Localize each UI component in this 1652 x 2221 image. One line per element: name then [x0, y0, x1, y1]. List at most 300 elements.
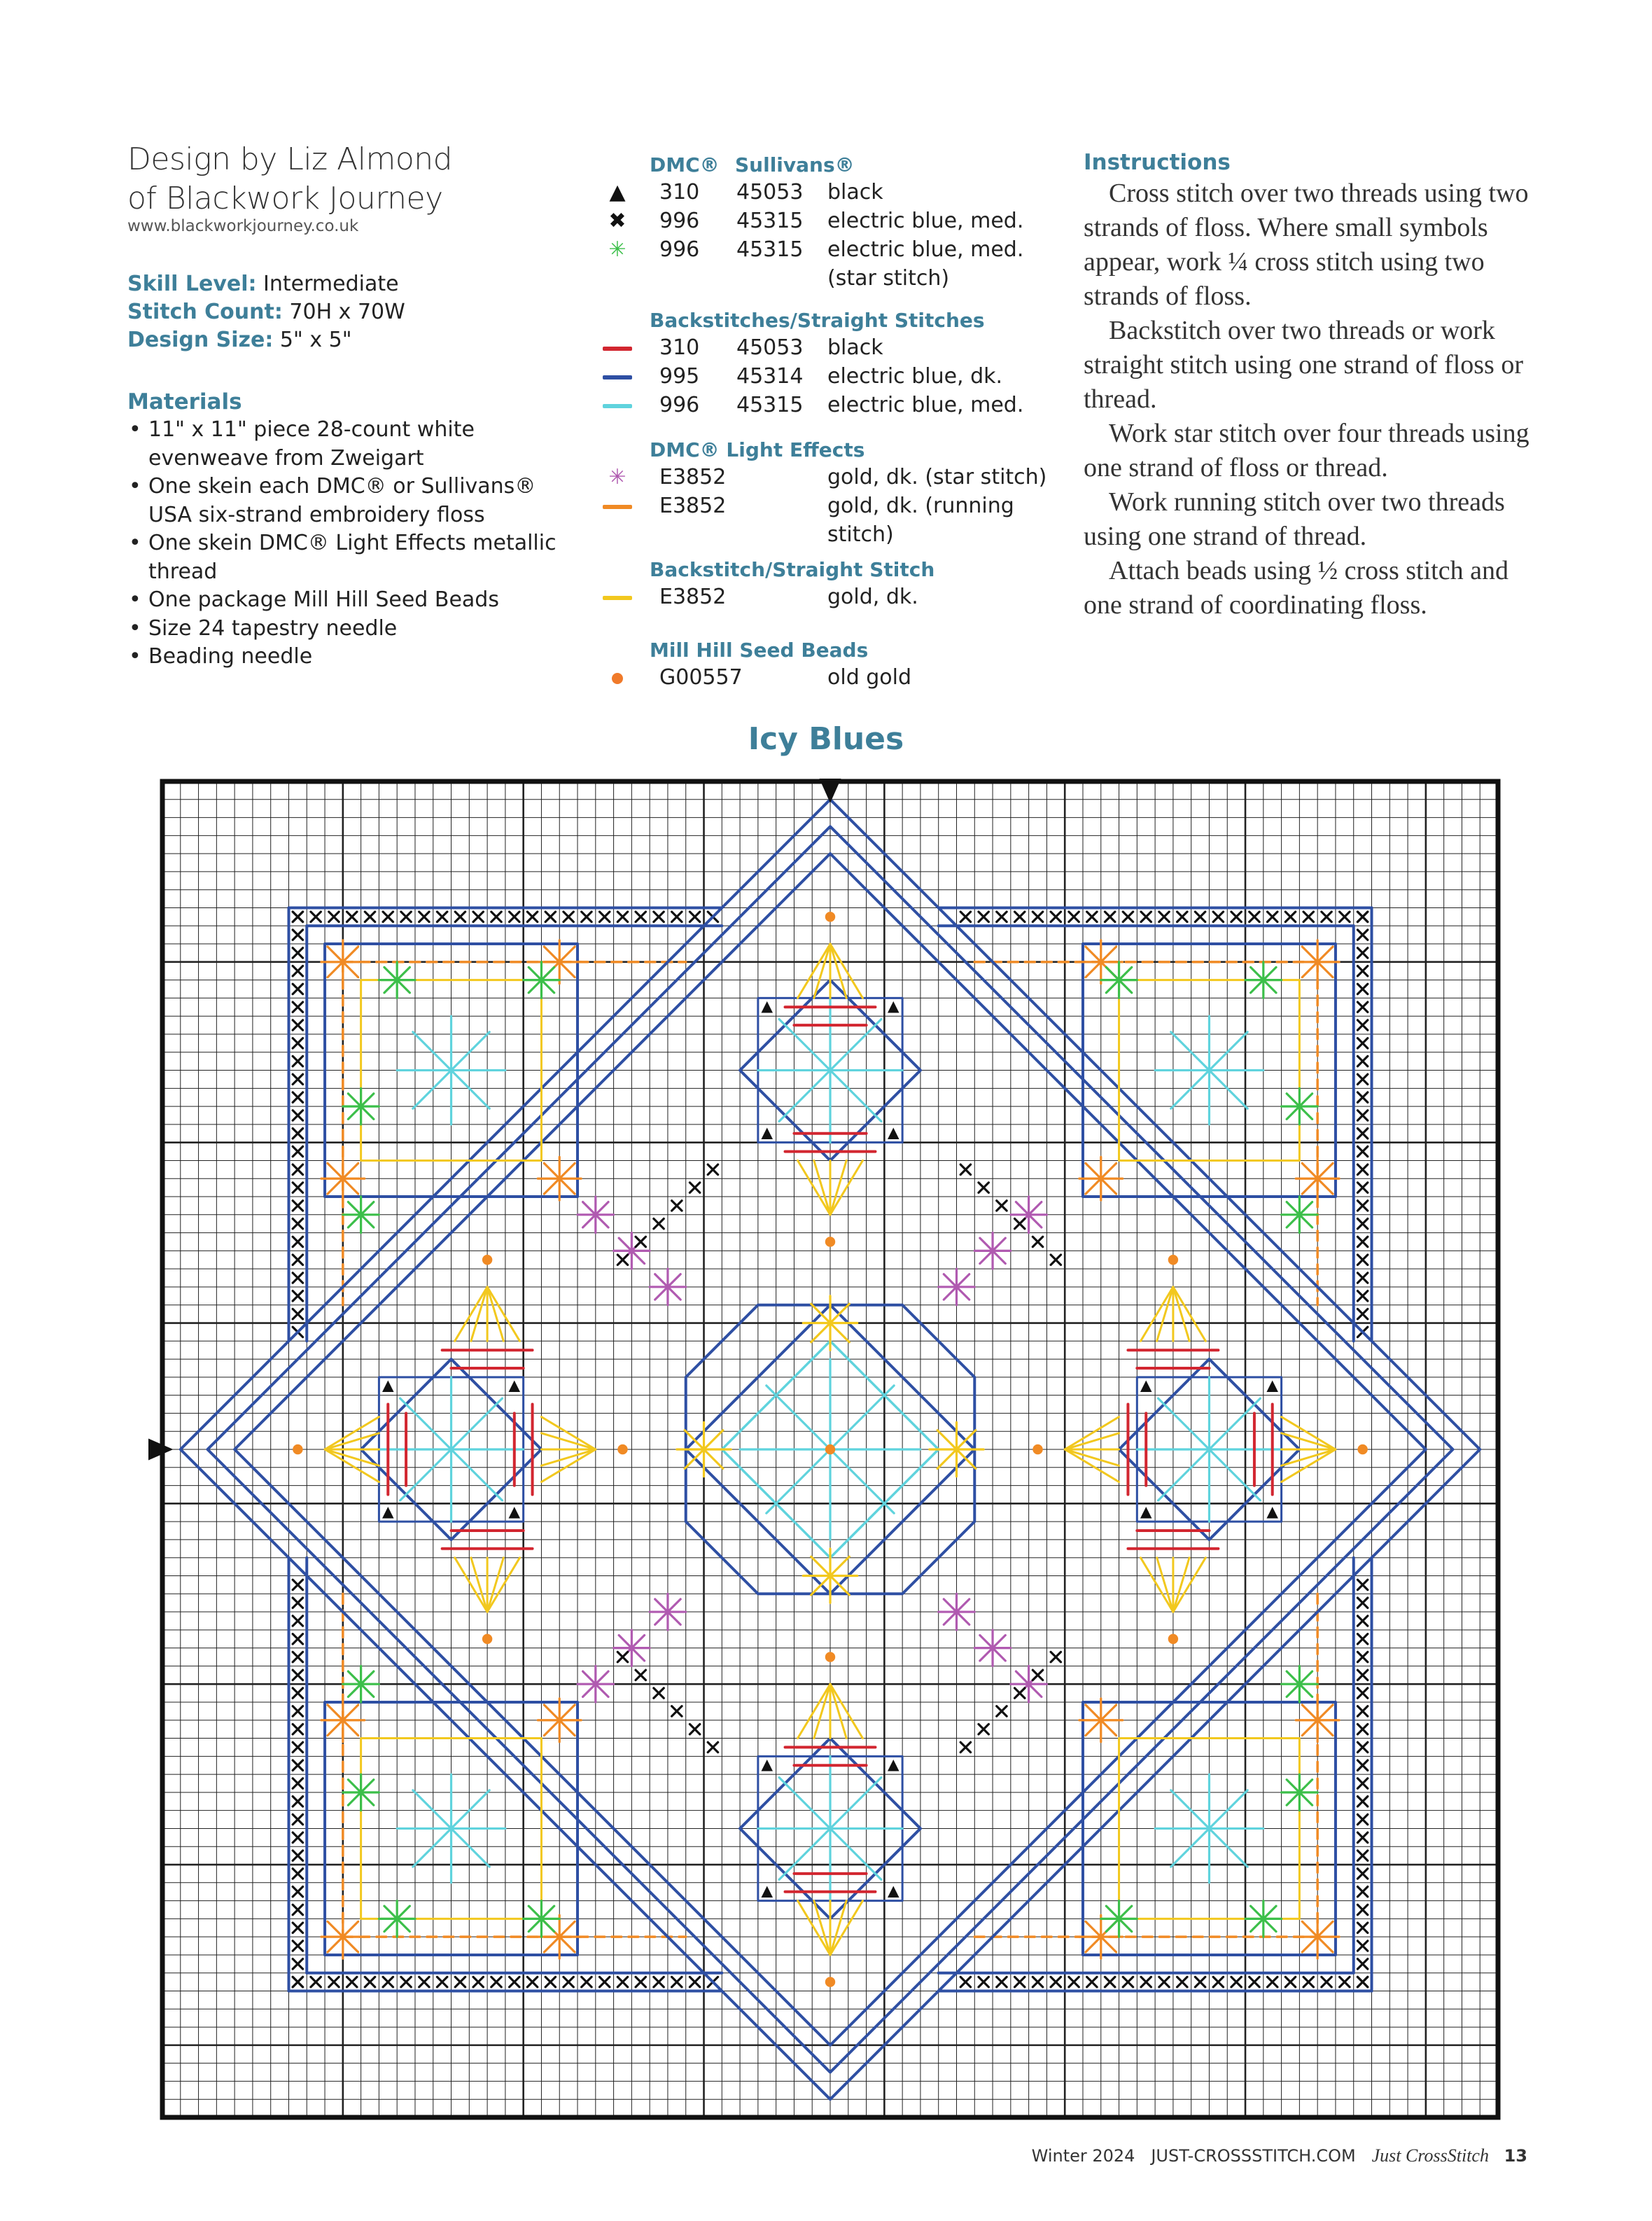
cross-stitch [1250, 912, 1259, 921]
cross-stitch [1357, 1851, 1367, 1860]
cross-stitch [329, 912, 339, 921]
cross-stitch [672, 1977, 682, 1986]
cross-stitch [1250, 1977, 1259, 1986]
color-name: gold, dk. [827, 585, 918, 609]
cross-stitch [437, 912, 447, 921]
fan-stitch [798, 1684, 830, 1738]
cross-stitch [1357, 1959, 1367, 1969]
fan-stitch [487, 1558, 519, 1612]
color-name: black [827, 180, 883, 204]
sullivans-code: 45314 [736, 364, 804, 389]
cross-stitch [997, 1201, 1007, 1211]
cross-stitch [1357, 1905, 1367, 1914]
cross-stitch [1357, 1616, 1367, 1626]
beads-header: Mill Hill Seed Beads [650, 639, 869, 662]
cross-stitch [1357, 1056, 1367, 1066]
cross-stitch [473, 912, 483, 921]
cross-stitch [293, 1164, 302, 1174]
cross-stitch [383, 1977, 393, 1986]
cross-stitch [1051, 912, 1060, 921]
cross-stitch [293, 1110, 302, 1120]
cross-stitch [599, 1977, 609, 1986]
cross-stitch [293, 984, 302, 994]
cross-stitch [617, 1652, 627, 1662]
sullivans-code: 45053 [736, 180, 804, 204]
materials-list [127, 416, 575, 671]
key-row [602, 492, 1064, 549]
instruction-paragraph: Attach beads using ½ cross stitch and one strand of coordinating floss. [1084, 556, 1508, 620]
cross-stitch [582, 1977, 592, 1986]
fan-stitch [455, 1287, 487, 1341]
cross-stitch [1357, 1201, 1367, 1211]
color-name: electric blue, med. [827, 393, 1024, 417]
cross-stitch [293, 1742, 302, 1752]
cross-stitch [1032, 1237, 1042, 1246]
fan-stitch [325, 1449, 379, 1482]
fan-stitch [455, 1558, 487, 1612]
blue-line-icon [602, 362, 633, 391]
bead [482, 1255, 492, 1265]
cross-stitch [617, 912, 627, 921]
cross-stitch [979, 1977, 988, 1986]
cross-stitch [1357, 1309, 1367, 1318]
cross-stitch [1357, 1183, 1367, 1192]
triangle-stitch [762, 1886, 774, 1898]
color-key [602, 153, 1064, 692]
triangle-stitch [1266, 1507, 1278, 1519]
cross-stitch [690, 1183, 699, 1192]
key-row [602, 178, 1064, 207]
key-row [602, 207, 1064, 235]
instruction-paragraph: Work star stitch over four threads using one strand of floss or thread. [1084, 419, 1530, 482]
fan-stitch [471, 1287, 487, 1341]
key-row [602, 391, 1064, 419]
cross-stitch [293, 1923, 302, 1933]
page-footer [1032, 2145, 1527, 2166]
cross-stitch [527, 1977, 537, 1986]
cross-stitch [979, 912, 988, 921]
bead [1168, 1255, 1178, 1265]
cross-stitch [617, 1255, 627, 1265]
color-name [827, 235, 1058, 293]
color-name-line2: stitch) [827, 522, 894, 547]
cross-stitch [1357, 1886, 1367, 1896]
designer-name: Design by Liz Almond [127, 141, 453, 177]
cross-stitch [293, 1146, 302, 1156]
cross-stitch [1357, 1110, 1367, 1120]
cross-stitch [636, 912, 645, 921]
cross-stitch [690, 912, 699, 921]
cross-stitch [1303, 1977, 1313, 1986]
color-name: electric blue, med. [827, 209, 1024, 233]
cross-stitch [1357, 1129, 1367, 1139]
red-line-icon [602, 333, 633, 362]
fan-stitch [814, 1160, 830, 1214]
fan-stitch [325, 1417, 379, 1449]
cross-stitch [1195, 912, 1205, 921]
bead [1032, 1444, 1042, 1454]
cross-stitch [1285, 1977, 1295, 1986]
cross-stitch [672, 912, 682, 921]
cross-stitch [1141, 1977, 1151, 1986]
triangle-stitch [888, 1760, 899, 1771]
fan-stitch [487, 1287, 503, 1341]
cross-stitch [1357, 1218, 1367, 1228]
cross-stitch [455, 912, 465, 921]
fan-stitch [1173, 1558, 1189, 1612]
cross-stitch [654, 912, 664, 921]
cross-stitch [1015, 1688, 1025, 1698]
cross-stitch [545, 912, 555, 921]
cross-stitch [1357, 1742, 1367, 1752]
triangle-stitch [382, 1507, 394, 1519]
stitch-count-value: 70H x 70W [289, 300, 405, 324]
cross-stitch [1069, 1977, 1079, 1986]
cross-stitch [1231, 1977, 1241, 1986]
cross-stitch [672, 1201, 682, 1211]
key-row [602, 235, 1064, 293]
design-size-label: Design Size: [127, 328, 274, 352]
cross-stitch [293, 1056, 302, 1066]
fan-stitch [1065, 1417, 1119, 1449]
cross-stitch [617, 1977, 627, 1986]
magazine-name: Just CrossStitch [1371, 2145, 1489, 2166]
cross-stitch [636, 1237, 645, 1246]
cross-stitch [293, 1291, 302, 1301]
cross-stitch [1357, 1706, 1367, 1716]
cross-stitch [960, 1977, 970, 1986]
cross-stitch [293, 1273, 302, 1283]
materials-heading: Materials [127, 389, 242, 415]
cross-stitch [1032, 1670, 1042, 1680]
fan-stitch [830, 944, 862, 998]
cross-stitch [1357, 1797, 1367, 1806]
cross-stitch [1357, 1670, 1367, 1680]
cross-stitch [293, 912, 302, 921]
triangle-stitch [382, 1381, 394, 1393]
cross-stitch [1357, 948, 1367, 958]
triangle-stitch [762, 1128, 774, 1140]
cross-stitch [1322, 1977, 1331, 1986]
bead [825, 912, 835, 921]
cross-stitch [293, 1020, 302, 1030]
cross-stitch [1357, 1255, 1367, 1265]
dmc-code: 996 [659, 209, 700, 233]
light-effects-header: DMC® Light Effects [650, 438, 865, 461]
fan-stitch [798, 1160, 830, 1214]
cross-stitch [1357, 1146, 1367, 1156]
cross-stitch [1087, 912, 1097, 921]
cyan-line-icon [602, 391, 633, 419]
triangle-stitch [1140, 1507, 1152, 1519]
stitch-chart [148, 777, 1512, 2133]
cross-stitch [383, 912, 393, 921]
cross-stitch [293, 1941, 302, 1951]
bead [1168, 1634, 1178, 1644]
cross-stitch [293, 1886, 302, 1896]
dmc-code: 995 [659, 364, 700, 389]
cross-stitch [1357, 1237, 1367, 1246]
cross-stitch [1357, 1652, 1367, 1662]
cross-stitch [293, 1670, 302, 1680]
cross-stitch [293, 1255, 302, 1265]
cross-stitch [1032, 1977, 1042, 1986]
cross-stitch [293, 1634, 302, 1644]
cross-stitch [1357, 1869, 1367, 1879]
key-row [602, 583, 1064, 611]
cross-stitch [1357, 1002, 1367, 1012]
cross-stitch [311, 1977, 321, 1986]
list-item: • One skein DMC® Light Effects metallic thread [127, 529, 575, 586]
sullivans-column-header: Sullivans® [735, 153, 855, 176]
cross-stitch [1051, 1652, 1060, 1662]
bead [482, 1634, 492, 1644]
fan-stitch [1140, 1287, 1172, 1341]
cross-stitch [960, 1742, 970, 1752]
cross-stitch [419, 1977, 429, 1986]
key-row [602, 333, 1064, 362]
cross-stitch [1357, 1038, 1367, 1048]
cross-stitch [293, 1851, 302, 1860]
cross-stitch [979, 1724, 988, 1734]
sullivans-code: 45315 [736, 393, 804, 417]
cross-stitch [293, 1201, 302, 1211]
triangle-stitch [762, 1760, 774, 1771]
cross-stitch [997, 912, 1007, 921]
cross-stitch [1357, 1634, 1367, 1644]
fan-stitch [541, 1449, 595, 1482]
cross-stitch [1357, 1814, 1367, 1824]
site-link[interactable]: JUST-CROSSSTITCH.COM [1151, 2146, 1356, 2166]
cross-stitch [293, 1832, 302, 1842]
bead [825, 1977, 835, 1986]
page-number: 13 [1504, 2146, 1527, 2166]
designer-url[interactable]: www.blackworkjourney.co.uk [127, 217, 359, 235]
cross-stitch [293, 948, 302, 958]
fan-stitch [1173, 1287, 1205, 1341]
key-row [602, 663, 1064, 692]
cross-stitch [636, 1670, 645, 1680]
cross-stitch [1303, 912, 1313, 921]
cross-stitch [293, 1688, 302, 1698]
cross-stitch [1357, 984, 1367, 994]
spacer [602, 419, 1064, 438]
chart-title: Icy Blues [748, 721, 904, 757]
cross-stitch [1267, 1977, 1277, 1986]
color-name: black [827, 335, 883, 360]
cross-stitch [419, 912, 429, 921]
cross-stitch [347, 912, 357, 921]
thread-code: E3852 [659, 494, 727, 518]
cross-stitch [1357, 912, 1367, 921]
cross-stitch [1357, 1291, 1367, 1301]
cross-stitch [997, 1977, 1007, 1986]
cross-stitch [1357, 1778, 1367, 1788]
sullivans-code: 45315 [736, 209, 804, 233]
dmc-column-header: DMC® [650, 153, 720, 176]
cross-stitch [1159, 1977, 1169, 1986]
cross-stitch [1357, 1688, 1367, 1698]
cross-stitch [1159, 912, 1169, 921]
cross-stitch [293, 1598, 302, 1608]
cross-stitch [1123, 912, 1133, 921]
list-item: • Size 24 tapestry needle [127, 615, 575, 643]
fan-stitch [541, 1433, 595, 1449]
cross-stitch [1357, 1832, 1367, 1842]
cross-stitch [293, 1237, 302, 1246]
cross-stitch [1357, 1074, 1367, 1084]
spacer [602, 611, 1064, 638]
cross-stitch [1357, 1164, 1367, 1174]
bead [825, 1237, 835, 1246]
fan-stitch [1065, 1449, 1119, 1482]
fan-stitch [830, 1901, 862, 1955]
cross-stitch [1105, 912, 1114, 921]
materials-section [127, 388, 575, 671]
instructions-heading: Instructions [1084, 150, 1231, 175]
designer-credit [127, 140, 547, 235]
cross-stitch [293, 1977, 302, 1986]
skill-level-value: Intermediate [263, 272, 399, 296]
instruction-paragraph: Cross stitch over two threads using two strands of floss. Where small symbols appear, work ¼ cross stitch using two strands of floss. [1084, 179, 1529, 311]
cross-stitch [401, 912, 411, 921]
color-name-line1: gold, dk. (running [827, 494, 1014, 518]
instructions-section [1084, 148, 1532, 622]
cross-stitch [1032, 912, 1042, 921]
fan-stitch [487, 1287, 519, 1341]
cross-stitch [960, 1164, 970, 1174]
cross-stitch [1213, 912, 1223, 921]
straight-stitch-header: Backstitch/Straight Stitch [650, 558, 935, 581]
skill-level-label: Skill Level: [127, 272, 257, 296]
cross-stitch [347, 1977, 357, 1986]
cross-stitch [1015, 1218, 1025, 1228]
cross-stitch [979, 1183, 988, 1192]
cross-stitch [1105, 1977, 1114, 1986]
triangle-stitch [509, 1381, 521, 1393]
bead [1357, 1444, 1367, 1454]
dmc-code: 996 [659, 237, 700, 262]
cross-stitch [491, 1977, 501, 1986]
cross-stitch [293, 966, 302, 976]
list-item: • 11" x 11" piece 28-count white evenweave from Zweigart [127, 416, 575, 473]
cross-stitch [690, 1977, 699, 1986]
cross-stitch [1267, 912, 1277, 921]
cross-stitch [293, 930, 302, 940]
dmc-code: 310 [659, 335, 700, 360]
bead-code: G00557 [659, 665, 743, 690]
fan-stitch [830, 1160, 862, 1214]
cross-stitch [1357, 1020, 1367, 1030]
cross-stitch [1357, 1273, 1367, 1283]
fan-stitch [814, 1684, 830, 1738]
cross-stitch [293, 1652, 302, 1662]
cross-stitch [510, 912, 519, 921]
cross-icon: ✖ [608, 209, 626, 233]
cross-stitch [293, 1724, 302, 1734]
cross-stitch [527, 912, 537, 921]
fan-stitch [1065, 1433, 1119, 1449]
cross-stitch [293, 1580, 302, 1589]
fan-stitch [1157, 1558, 1173, 1612]
bead [825, 1652, 835, 1662]
color-name: old gold [827, 665, 912, 690]
bead [617, 1444, 627, 1454]
cross-stitch [1015, 912, 1025, 921]
chart-motif [181, 800, 1480, 2099]
instruction-paragraph: Backstitch over two threads or work straight stitch using one strand of floss or thread. [1084, 316, 1523, 414]
color-name: electric blue, dk. [827, 364, 1003, 389]
cross-stitch [1357, 1598, 1367, 1608]
cross-stitch [672, 1706, 682, 1716]
designer-studio: of Blackwork Journey [127, 181, 443, 216]
cross-stitch [293, 1074, 302, 1084]
cross-stitch [293, 1129, 302, 1139]
instruction-paragraph: Work running stitch over two threads using one strand of thread. [1084, 487, 1505, 551]
cross-stitch [293, 1092, 302, 1102]
cross-stitch [545, 1977, 555, 1986]
cross-stitch [1177, 912, 1187, 921]
cross-stitch [293, 1706, 302, 1716]
cross-stitch [1285, 912, 1295, 921]
dmc-code: 310 [659, 180, 700, 204]
bead [293, 1444, 302, 1454]
triangle-stitch [888, 1001, 899, 1013]
orange-line-icon [602, 492, 633, 520]
cross-stitch [1357, 1092, 1367, 1102]
fan-stitch [1173, 1287, 1189, 1341]
cross-stitch [1123, 1977, 1133, 1986]
cross-stitch [455, 1977, 465, 1986]
cross-stitch [1357, 966, 1367, 976]
cross-stitch [293, 1797, 302, 1806]
cross-stitch [293, 1869, 302, 1879]
list-item: • One skein each DMC® or Sullivans® USA six-strand embroidery floss [127, 473, 575, 529]
cross-stitch [1069, 912, 1079, 921]
cross-stitch [1357, 1977, 1367, 1986]
cross-stitch [293, 1814, 302, 1824]
cross-stitch [1357, 930, 1367, 940]
cross-stitch [510, 1977, 519, 1986]
cross-stitch [564, 1977, 573, 1986]
list-item: • Beading needle [127, 643, 575, 671]
cross-stitch [690, 1724, 699, 1734]
cross-stitch [1015, 1977, 1025, 1986]
issue-label: Winter 2024 [1031, 2146, 1135, 2166]
fan-stitch [830, 1160, 846, 1214]
cross-stitch [365, 912, 374, 921]
cross-stitch [1141, 912, 1151, 921]
cross-stitch [1357, 1760, 1367, 1770]
cross-stitch [1357, 1580, 1367, 1589]
spacer [602, 549, 1064, 557]
sullivans-code: 45053 [736, 335, 804, 360]
cross-stitch [1231, 912, 1241, 921]
yellow-line-icon [602, 583, 633, 611]
fan-stitch [471, 1558, 487, 1612]
fan-stitch [541, 1449, 595, 1465]
cross-stitch [311, 912, 321, 921]
design-size-value: 5" x 5" [279, 328, 352, 352]
key-header [602, 153, 1064, 178]
cross-stitch [1340, 1977, 1350, 1986]
cross-stitch [473, 1977, 483, 1986]
cross-stitch [293, 1218, 302, 1228]
stitch-count-label: Stitch Count: [127, 300, 283, 324]
cross-stitch [1357, 1724, 1367, 1734]
fan-stitch [798, 944, 830, 998]
design-specs [127, 270, 561, 354]
